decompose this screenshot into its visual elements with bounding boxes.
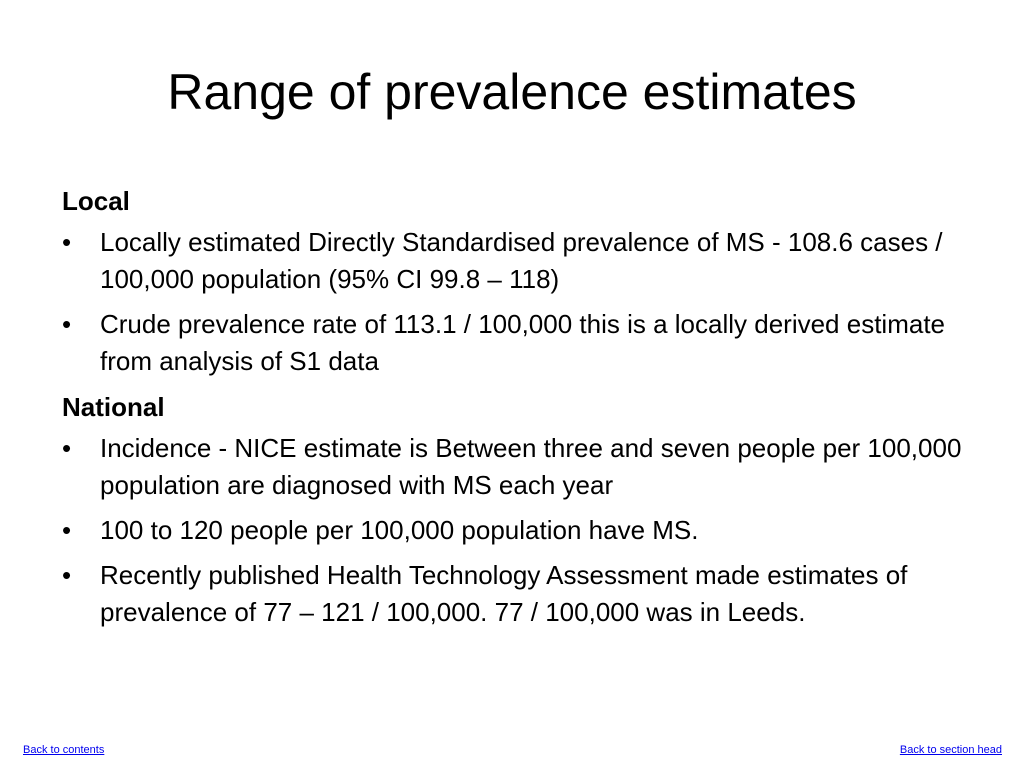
bullet-item — [62, 512, 962, 549]
bullet-text: Locally estimated Directly Standardised prevalence of MS - 108.6 cases / 100,000 population (95% CI 99.8 – 118) — [100, 227, 943, 294]
slide-body — [62, 182, 962, 639]
bullet-text: Recently published Health Technology Assessment made estimates of prevalence of 77 – 121 / 100,000. 77 / 100,000 was in Leeds. — [100, 560, 908, 627]
bullet-icon: • — [62, 227, 72, 257]
section-local — [62, 182, 962, 380]
bullet-text: Crude prevalence rate of 113.1 / 100,000 this is a locally derived estimate from analysis of S1 data — [100, 309, 945, 376]
bullet-text: 100 to 120 people per 100,000 population have MS. — [100, 515, 699, 545]
bullet-item — [62, 557, 962, 631]
bullet-text: Incidence - NICE estimate is Between three and seven people per 100,000 population are diagnosed with MS each year — [100, 433, 962, 500]
bullet-item — [62, 224, 962, 298]
slide-title: Range of prevalence estimates — [167, 64, 857, 120]
back-to-contents-link[interactable]: Back to contents — [23, 744, 105, 756]
bullet-item — [62, 430, 962, 504]
bullet-icon: • — [62, 515, 72, 545]
bullet-icon: • — [62, 309, 72, 339]
section-national — [62, 388, 962, 631]
section-heading-local: Local — [62, 186, 130, 216]
bullet-icon: • — [62, 560, 72, 590]
back-to-section-head-link[interactable]: Back to section head — [899, 744, 1002, 756]
bullet-list-local — [62, 224, 962, 380]
section-heading-national: National — [62, 392, 165, 422]
bullet-list-national — [62, 430, 962, 631]
bullet-item — [62, 306, 962, 380]
bullet-icon: • — [62, 433, 72, 463]
